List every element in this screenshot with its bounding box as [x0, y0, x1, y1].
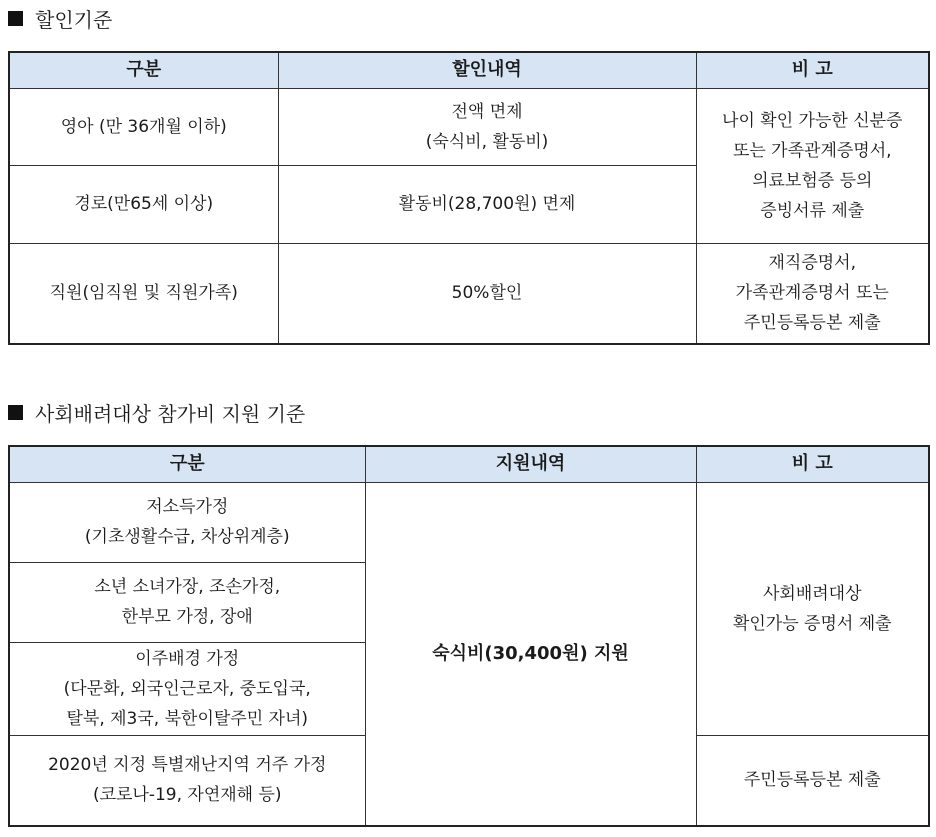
category-cell: 경로(만65세 이상) [9, 165, 278, 243]
header-category: 구분 [9, 446, 365, 482]
note-line: 나이 확인 가능한 신분증 [722, 110, 903, 131]
header-discount: 할인내역 [278, 52, 696, 88]
discount-line: 활동비(28,700원) 면제 [398, 194, 576, 214]
note-line: 또는 가족관계증명서, [732, 140, 892, 161]
category-cell: 직원(임직원 및 직원가족) [9, 243, 278, 344]
table-row [9, 88, 929, 165]
discount-line: (숙식비, 활동비) [425, 131, 549, 152]
square-bullet-icon [8, 11, 23, 26]
discount-table [8, 51, 930, 345]
category-cell [9, 562, 365, 642]
category-line: (기초생활수급, 차상위계층) [84, 527, 290, 547]
category-cell [9, 642, 365, 735]
note-line: 주민등록등본 제출 [743, 770, 881, 791]
table-row [9, 243, 929, 344]
discount-table-header [9, 52, 929, 88]
category-line: 소년 소녀가장, 조손가정, [94, 577, 281, 597]
table-row [9, 482, 929, 562]
note-line: 증빙서류 제출 [760, 200, 865, 221]
category-cell [9, 735, 365, 826]
category-line: 탈북, 제3국, 북한이탈주민 자녀) [66, 708, 309, 729]
category-cell [9, 482, 365, 562]
support-table-header [9, 446, 929, 482]
note-cell [696, 482, 929, 735]
category-line: (코로나-19, 자연재해 등) [92, 785, 282, 806]
category-line: 2020년 지정 특별재난지역 거주 가정 [48, 755, 327, 776]
discount-cell [278, 165, 696, 243]
section-1-title-text: 할인기준 [35, 8, 113, 32]
note-cell [696, 243, 929, 344]
note-line: 확인가능 증명서 제출 [732, 613, 892, 634]
category-line: 저소득가정 [146, 497, 229, 517]
category-line: 한부모 가정, 장애 [121, 607, 253, 627]
note-line: 사회배려대상 [762, 583, 862, 604]
section-2-title-text: 사회배려대상 참가비 지원 기준 [35, 402, 306, 426]
note-line: 가족관계증명서 또는 [735, 283, 889, 304]
section-1-title [8, 4, 112, 33]
discount-line: 50%할인 [451, 283, 523, 304]
category-cell: 영아 (만 36개월 이하) [9, 88, 278, 165]
note-line: 의료보험증 등의 [752, 170, 873, 191]
category-line: (다문화, 외국인근로자, 중도입국, [63, 678, 311, 699]
discount-cell [278, 88, 696, 165]
header-category: 구분 [9, 52, 278, 88]
note-line: 주민등록등본 제출 [743, 313, 881, 334]
header-note: 비 고 [696, 446, 929, 482]
header-note: 비 고 [696, 52, 929, 88]
header-support: 지원내역 [365, 446, 696, 482]
note-cell [696, 88, 929, 243]
discount-line: 전액 면제 [451, 101, 523, 122]
note-cell [696, 735, 929, 826]
support-cell: 숙식비(30,400원) 지원 [365, 482, 696, 826]
support-table [8, 445, 930, 827]
category-line: 이주배경 가정 [135, 648, 240, 669]
square-bullet-icon [8, 405, 23, 420]
discount-cell [278, 243, 696, 344]
section-2-title [8, 398, 305, 427]
note-line: 재직증명서, [768, 253, 856, 274]
